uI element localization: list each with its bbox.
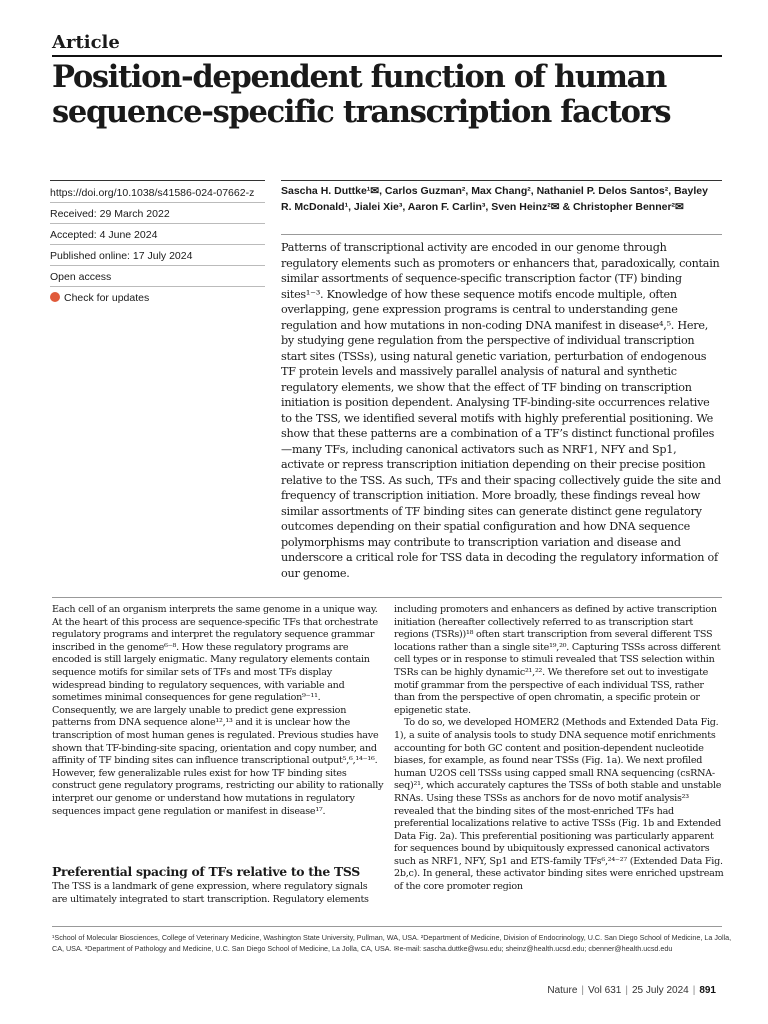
- meta-divider: [50, 244, 265, 245]
- meta-divider: [50, 202, 265, 203]
- volume: Vol 631: [588, 985, 622, 996]
- abstract-bottom-rule: [52, 597, 722, 598]
- accepted-date: Accepted: 4 June 2024: [50, 229, 158, 241]
- section-heading: Preferential spacing of TFs relative to the TSS: [52, 864, 360, 879]
- journal-name: Nature: [547, 985, 578, 996]
- body-left-column: [52, 604, 384, 818]
- received-date: Received: 29 March 2022: [50, 208, 170, 220]
- authors-top-rule: [281, 180, 722, 181]
- issue-date: 25 July 2024: [631, 985, 689, 996]
- meta-divider: [50, 286, 265, 287]
- article-title: Position-dependent function of human sequence-specific transcription factors: [52, 59, 671, 130]
- section-paragraph: The TSS is a landmark of gene expression, where regulatory signals are ultimately integrated to start transcription. Regulatory elements: [52, 881, 369, 905]
- open-access-label: Open access: [50, 271, 112, 283]
- footnote-rule: [52, 926, 722, 927]
- page-number: 891: [699, 985, 716, 996]
- body-right-column: [394, 604, 726, 894]
- page-footer: Nature | Vol 631 | 25 July 2024 | 891: [547, 985, 716, 996]
- check-updates-link[interactable]: [50, 291, 265, 305]
- meta-divider: [50, 223, 265, 224]
- doi-link[interactable]: https://doi.org/10.1038/s41586-024-07662-z: [50, 187, 255, 199]
- abstract-top-rule: [281, 234, 722, 235]
- published-date: Published online: 17 July 2024: [50, 250, 193, 262]
- author-list: Sascha H. Duttke¹✉, Carlos Guzman², Max Chang², Nathaniel P. Delos Santos², Bayley R. McDonald¹, Jialei Xie³, Aaron F. Carlin³, Sven Heinz²✉ & Christopher Benner²✉: [281, 185, 708, 213]
- check-updates-label: Check for updates: [64, 292, 150, 304]
- abstract: Patterns of transcriptional activity are encoded in our genome through regulatory elements such as promoters or enhancers that, paradoxically, contain similar assortments of sequence-specific transcription factor (TF) binding sites¹⁻³. Knowledge of how these sequence motifs encode multiple, often overlapping, gene expression programs is central to understanding gene regulation and how mutations in non-coding DNA manifest in disease⁴,⁵. Here, by studying gene regulation from the perspective of individual transcription start sites (TSSs), using natural genetic variation, perturbation of endogenous TF protein levels and massively parallel analysis of natural and synthetic regulatory elements, we show that the effect of TF binding on transcription initiation is position dependent. Analysing TF-binding-site occurrences relative to the TSS, we identified several motifs with highly preferential positioning. We show that these patterns are a combination of a TF’s distinct functional profiles—many TFs, including canonical activators such as NRF1, NFY and Sp1, activate or repress transcription initiation depending on their precise position relative to the TSS. As such, TFs and their spacing collectively guide the site and frequency of transcription initiation. More broadly, these findings reveal how similar assortments of TF binding sites can generate distinct gene regulatory outcomes depending on their spatial configuration and how DNA sequence polymorphisms may contribute to transcription variation and disease and underscore a critical role for TSS data in decoding the regulatory information of our genome.: [281, 241, 721, 580]
- body-paragraph: including promoters and enhancers as defined by active transcription initiation (hereafter collectively referred to as transcription start regions (TSRs))¹⁸ often start transcription from several different TSS locations rather than a single site¹⁹,²⁰. Capturing TSSs across different cell types or in response to stimuli revealed that TSS selection within TSRs can be highly dynamic²¹,²². We therefore set out to investigate motif grammar from the perspective of each individual TSS, rather than from the perspective of open chromatin, a specific protein or epigenetic state.: [394, 604, 721, 716]
- affiliations-footnote: ¹School of Molecular Biosciences, College of Veterinary Medicine, Washington State University, Pullman, WA, USA. ²Department of Medicine, Division of Endocrinology, U.C. San Diego School of Medicine, La Jolla, CA, USA. ³Department of Pathology and Medicine, U.C. San Diego School of Medicine, La Jolla, CA, USA. ✉e-mail: sascha.duttke@wsu.edu; sheinz@health.ucsd.edu; cbenner@health.ucsd.edu: [52, 933, 732, 953]
- meta-top-rule: [50, 180, 265, 181]
- meta-divider: [50, 265, 265, 266]
- body-paragraph: To do so, we developed HOMER2 (Methods and Extended Data Fig. 1), a suite of analysis tools to study DNA sequence motif enrichments accounting for both GC content and position-dependent nucleotide biases, for example, as found near TSSs (Fig. 1a). We next profiled human U2OS cell TSSs using capped small RNA sequencing (csRNA-seq)²¹, which accurately captures the TSSs of both stable and unstable RNAs. Using these TSSs as anchors for de novo motif analysis²³ revealed that the binding sites of the most-enriched TFs had preferential localizations relative to active TSSs (Fig. 1b and Extended Data Fig. 2a). This preferential positioning was particularly apparent for sequences bound by ubiquitously expressed canonical activators such as NRF1, NFY, Sp1 and ETS-family TFs⁶,²⁴⁻²⁷ (Extended Data Fig. 2b,c). In general, these activator binding sites were enriched upstream of the core promoter region: [394, 717, 724, 893]
- article-type-label: Article: [52, 32, 120, 53]
- check-updates-icon: [50, 292, 60, 302]
- top-rule: [52, 55, 722, 57]
- intro-paragraph: Each cell of an organism interprets the same genome in a unique way. At the heart of this process are sequence-specific TFs that orchestrate regulatory programs and interpret the regulatory sequence grammar inscribed in the genome⁶⁻⁸. How these regulatory programs are encoded is still largely enigmatic. Many regulatory elements contain sequence motifs for similar sets of TFs and most TFs display widespread binding to regulatory sequences, with variable and sometimes minimal consequences for gene regulation⁹⁻¹¹. Consequently, we are largely unable to predict gene expression patterns from DNA sequence alone¹²,¹³ and it is unclear how the transcription of most human genes is regulated. Previous studies have shown that TF-binding-site spacing, orientation and copy number, and affinity of TF binding sites can influence transcriptional output⁵,⁶,¹⁴⁻¹⁶. However, few generalizable rules exist for how TF binding sites construct gene regulatory programs, restricting our ability to rationally interpret our genome or understand how mutations in regulatory sequences impact gene regulation or manifest in disease¹⁷.: [52, 604, 384, 817]
